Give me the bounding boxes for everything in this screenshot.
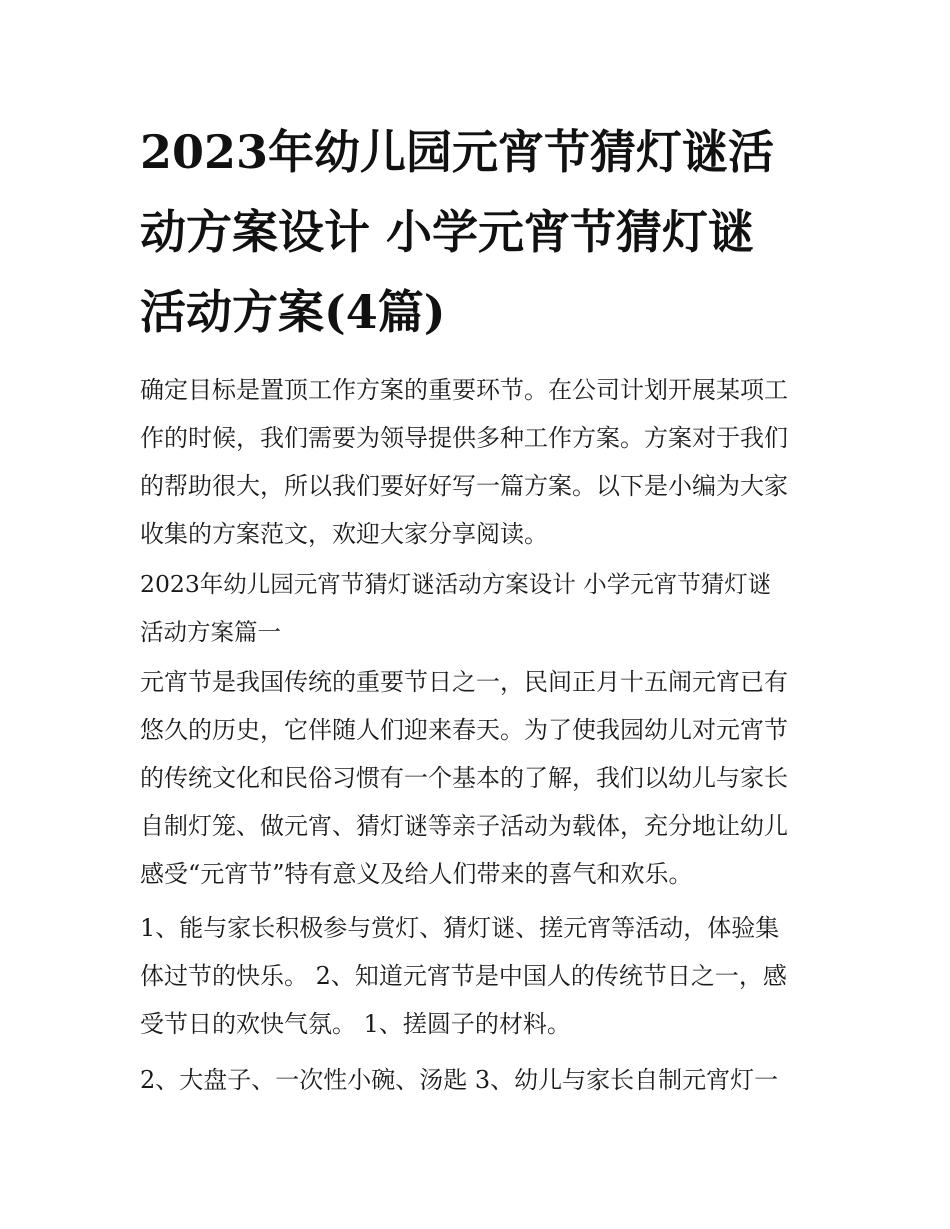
body-line: 悠久的历史，它伴随人们迎来春天。为了使我园幼儿对元宵节 <box>140 716 788 744</box>
document-page <box>140 112 816 1104</box>
document-title <box>140 112 816 352</box>
body-line: 的传统文化和民俗习惯有一个基本的了解，我们以幼儿与家长 <box>140 764 788 792</box>
materials-line: 2、大盘子、一次性小碗、汤匙 3、幼儿与家长自制元宵灯一 <box>140 1066 779 1094</box>
goals-line: 受节日的欢快气氛。 1、搓圆子的材料。 <box>140 1010 571 1038</box>
goals-line: 1、能与家长积极参与赏灯、猜灯谜、搓元宵等活动，体验集 <box>140 914 780 942</box>
body-paragraph <box>140 658 816 898</box>
section-heading-line: 2023年幼儿园元宵节猜灯谜活动方案设计 小学元宵节猜灯谜 <box>140 570 772 598</box>
intro-line: 收集的方案范文，欢迎大家分享阅读。 <box>140 520 548 548</box>
body-line: 元宵节是我国传统的重要节日之一，民间正月十五闹元宵已有 <box>140 668 788 696</box>
body-line: 感受“元宵节”特有意义及给人们带来的喜气和欢乐。 <box>140 860 693 888</box>
title-line: 活动方案(4篇) <box>140 285 446 339</box>
intro-line: 的帮助很大，所以我们要好好写一篇方案。以下是小编为大家 <box>140 472 788 500</box>
title-line: 动方案设计 小学元宵节猜灯谜 <box>140 205 755 259</box>
intro-paragraph <box>140 366 816 558</box>
title-line: 2023年幼儿园元宵节猜灯谜活 <box>140 125 775 179</box>
intro-line: 确定目标是置顶工作方案的重要环节。在公司计划开展某项工 <box>140 376 788 404</box>
intro-line: 作的时候，我们需要为领导提供多种工作方案。方案对于我们 <box>140 424 788 452</box>
body-line: 自制灯笼、做元宵、猜灯谜等亲子活动为载体，充分地让幼儿 <box>140 812 788 840</box>
goals-line: 体过节的快乐。 2、知道元宵节是中国人的传统节日之一，感 <box>140 962 787 990</box>
section-heading-line: 活动方案篇一 <box>140 618 281 646</box>
section-heading <box>140 560 816 656</box>
materials-paragraph <box>140 1056 816 1104</box>
goals-paragraph <box>140 904 816 1048</box>
